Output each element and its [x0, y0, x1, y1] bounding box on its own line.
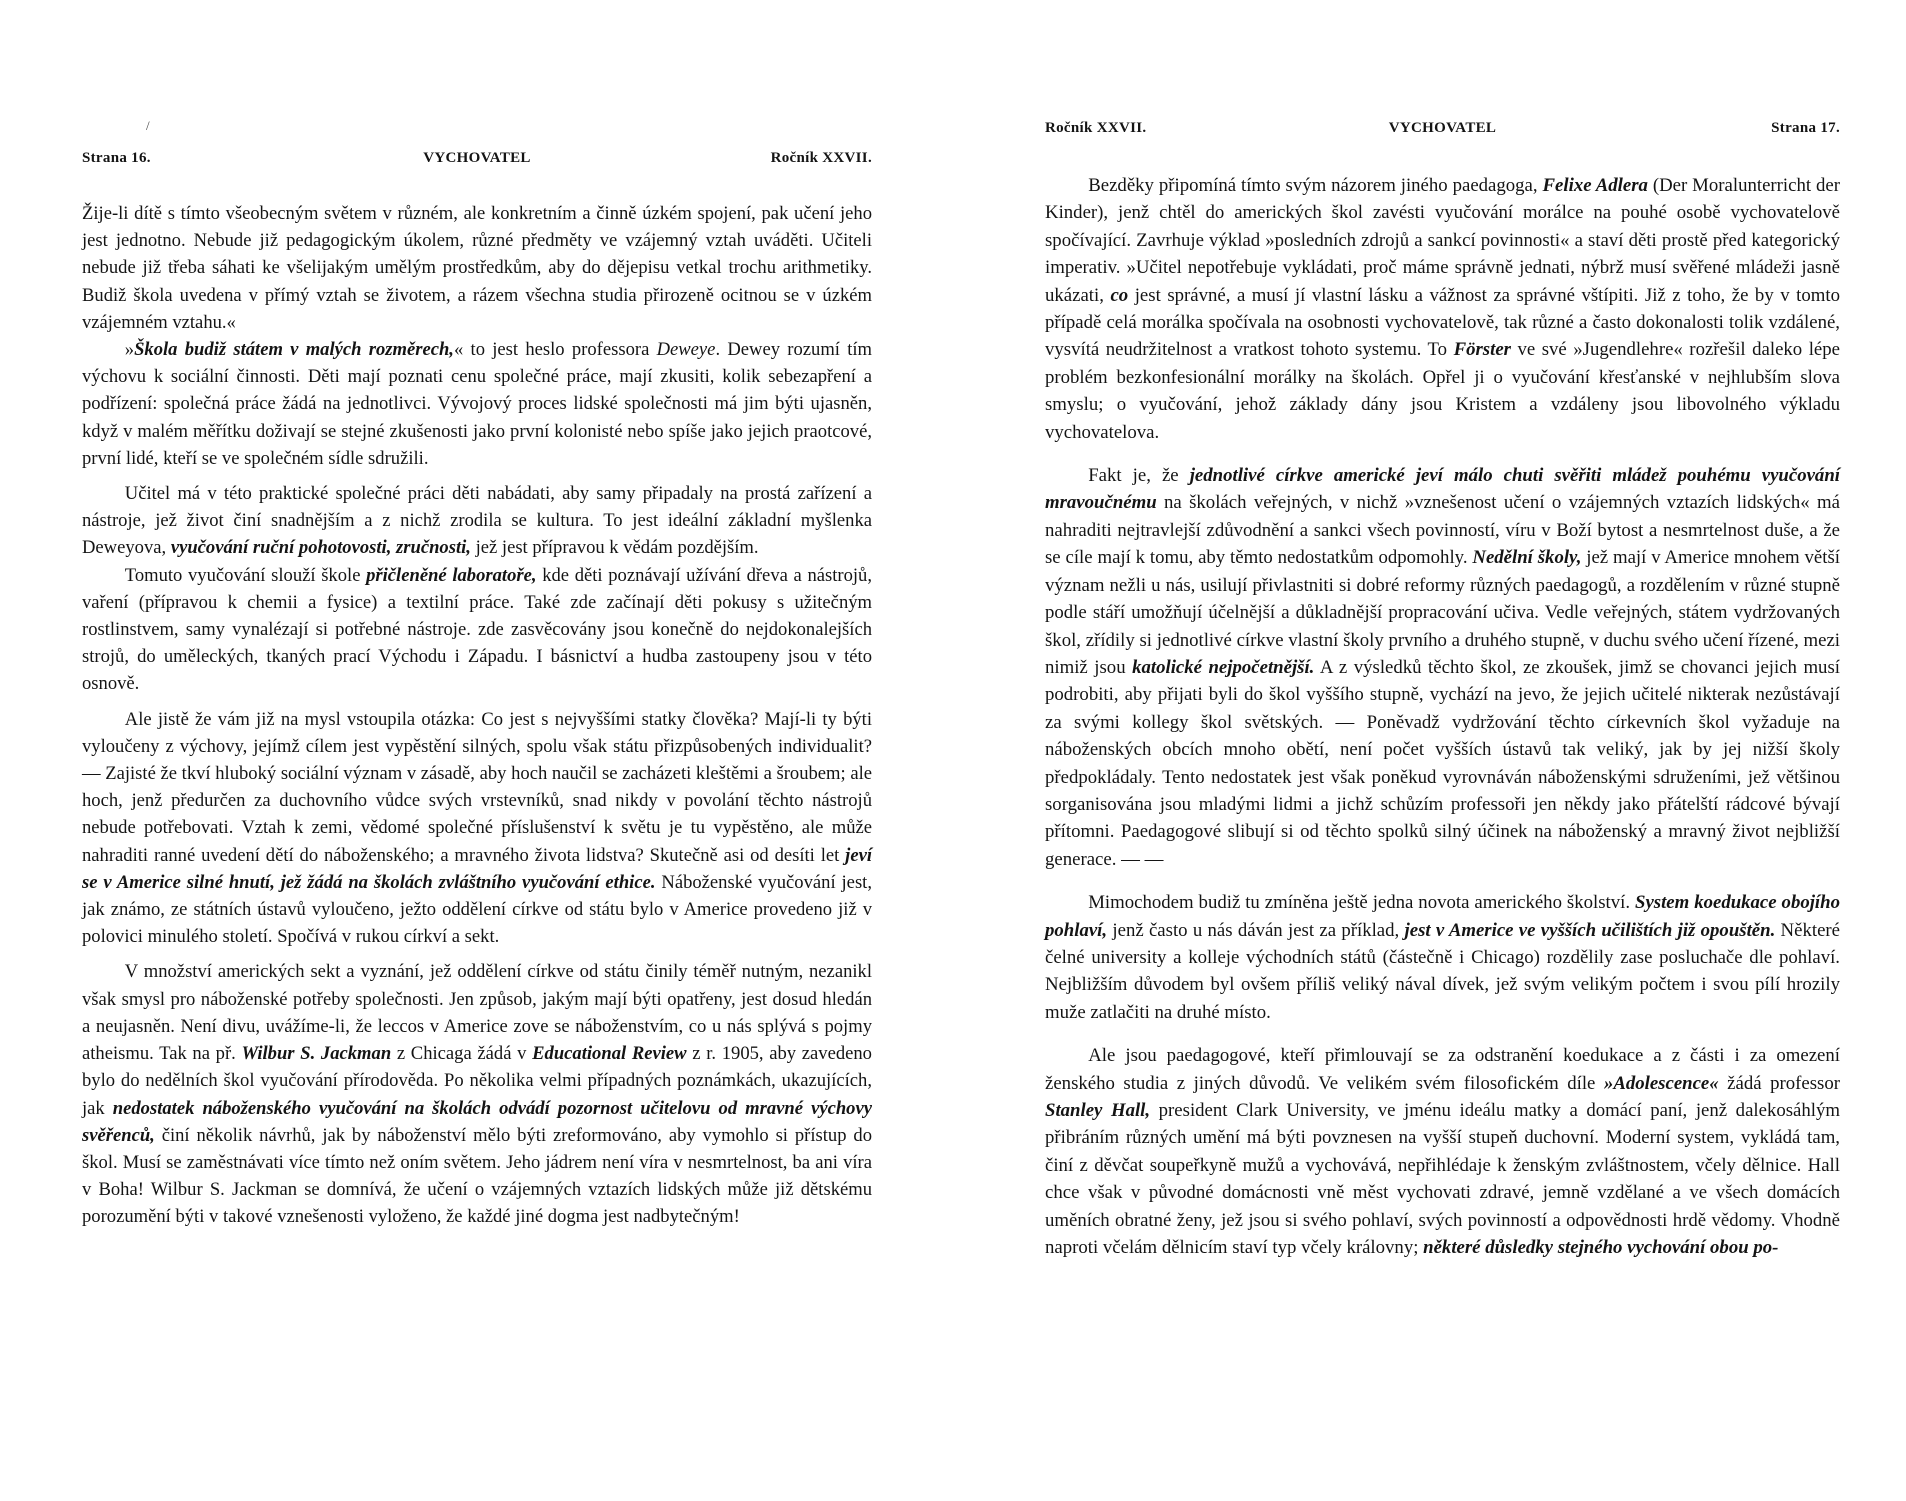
- emphasis: nedostatek náboženského vyučování na školách odvádí pozornost učitelovu od mravné výchovy svěřenců,: [82, 1097, 872, 1146]
- emphasis: Educational Review: [532, 1043, 687, 1065]
- emphasis: Nedělní školy,: [1472, 547, 1582, 569]
- emphasis: co: [1110, 284, 1129, 306]
- emphasis: Wilbur S. Jackman: [241, 1043, 392, 1065]
- paragraph: Bezděky připomíná tímto svým názorem jiného paedagoga, Felixe Adlera (Der Moralunterricht der Kinder), jenž chtěl do amerických škol zavésti vyučování morálce na pouhé osobě vychovatelově spočívající. Zavrhuje výklad »posledních zdrojů a sankcí povinnosti« a staví děti prostě před kategorický imperativ. »Učitel nepotřebuje vykládati, proč máme správně jednati, nýbrž musí svěřené mládeži jasně ukázati, co jest správné, a musí jí vlastní lásku a vážnost za správné vštípiti. Již z toho, že by v tomto případě celá morálka spočívala na osobnosti vychovatelově, tak různé a často dokonalosti tolik vzdálené, vysvítá neudržitelnost a vratkost tohoto systemu. To Förster ve své »Jugendlehre« rozřešil daleko lépe problém bezkonfesionální morálky na školách. Opřel ji o vyučování křesťanské v nejhlubším slova smyslu; o vyučování, jehož základy dány jsou Kristem a vzdáleny jsou libovolného výkladu vychovatelova.: [1045, 175, 1840, 443]
- paragraph: Fakt je, že jednotlivé církve americké jeví málo chuti svěřiti mládež pouhému vyučování mravoučnému na školách veřejných, v nichž »vznešenost učení o vzájemných vztazích lidských« má nahraditi nejtravlejší zdůvodnění a sankci všech povinností, víru v Boží bytost a nesmrtelnost duše, a že se cíle mají k tomu, aby těmto nedostatkům odpomohly. Nedělní školy, jež mají v Americe mnohem větší význam nežli u nás, usilují přivlastniti si dobré reformy různých paedagogů, a rozdělením v různé stupně podle stáří umožňují účelnější a důkladnější propracování učiva. Vedle veřejných, státem vydržovaných škol, zřídily si jednotlivé církve vlastní školy prvního a druhého stupně, v duchu svého učení řízené, mezi nimiž jsou katolické nejpočetnější. A z výsledků těchto škol, ze zkoušek, jimž se chovanci jejich musí podrobiti, aby přijati byli do škol vyššího stupně, vychází na jevo, že jejich učitelé nikterak nezůstávají za svými kollegy škol světských. — Poněvadž vydržování těchto církevních škol vyžaduje na náboženských obcích mnoho obětí, není počet vyšších ústavů tak veliký, jak by jej nižší školy předpokládaly. Tento nedostatek jest však poněkud vyrovnáván náboženskými sdruženími, jež většinou sorganisována jsou mladými lidmi a jichž schůzím professoři jen někdy jako přátelští rádcové bývají přítomni. Paedagogové slibují si od těchto spolků silný účinek na náboženský a mravný život nejbližší generace. — —: [1045, 465, 1840, 870]
- emphasis: vyučování ruční pohotovosti, zručnosti,: [170, 537, 471, 559]
- paragraph: Učitel má v této praktické společné práci děti nabádati, aby samy připadaly na prostá zařízení a nástroje, jež život činí snadnějším a z nichž zrodila se kultura. To jest ideální základní myšlenka Deweyova, vyučování ruční pohotovosti, zručnosti, jež jest přípravou k vědám pozdějším.: [82, 483, 872, 559]
- emphasis: Stanley Hall,: [1045, 1100, 1151, 1121]
- paragraph: Žije-li dítě s tímto všeobecným světem v různém, ale konkretním a činně úzkém spojení, pak učení jeho jest jednotno. Nebude již pedagogickým úkolem, různé předměty ve vzájemný vztah uváděti. Učiteli nebude již třeba sáhati ke všelijakým umělým prostředkům, aby do dějepisu vetkal trochu arithmetiky. Budiž škola uvedena v přímý vztah se životem, a rázem všechna studia přirozeně ocitnou se v úzkém vzájemném vztahu.«: [82, 203, 872, 333]
- left-page: [82, 0, 872, 1501]
- paragraph: Ale jsou paedagogové, kteří přimlouvají se za odstranění koedukace a z části i za omezení ženského studia z jiných důvodů. Ve velikém svém filosofickém díle »Adolescence« žádá professor Stanley Hall, president Clark University, ve jménu ideálu matky a domácí paní, jenž dalekosáhlým přibráním různých umění má býti povznesen na vyšší stupeň duchovní. Moderní system, vykládá tam, činí z děvčat soupeřkyně mužů a vychovává, nepřihlédaje k ženským zvláštnostem, včely dělnice. Hall chce však v původné domácnosti vně měst vychovati zdravé, jemně vzdělané a ve všech domácích uměních obratné ženy, jež jsou si svého pohlaví, svých povinností a odpovědnosti hrdě vědomy. Vhodně naproti včelám dělnicím staví typ včely královny; některé důsledky stejného vychování obou po-: [1045, 1045, 1840, 1259]
- paragraph: Tomuto vyučování slouží škole přičleněné laboratoře, kde děti poznávají užívání dřeva a nástrojů, vaření (přípravou k chemii a fysice) a textilní práce. Také zde začínají děti pokusy s užitečným rostlinstvem, samy vynalézají si potřebné nástroje. zde zasvěcovány jsou konečně do nejdokonalejších strojů, do uměleckých, tkaných prací Východu i Západu. I básnictví a hudba zastoupeny jsou v této osnově.: [82, 564, 872, 695]
- journal-title: VYCHOVATEL: [423, 150, 531, 166]
- paragraph: Mimochodem budiž tu zmíněna ještě jedna novota amerického školství. System koedukace obojího pohlaví, jenž často u nás dáván jest za příklad, jest v Americe ve vyšších učilištích již opouštěn. Některé čelné university a kolleje východních států (částečně i Chicago) rozdělily zase posluchače dle pohlaví. Nejbližším důvodem byl ovšem příliš veliký nával dívek, jež svým velikým počtem i svou pílí hrozily muže zatlačiti na druhé místo.: [1045, 892, 1840, 1023]
- journal-title: VYCHOVATEL: [1388, 120, 1497, 136]
- emphasis: Škola budiž státem v malých rozměrech,: [134, 339, 454, 361]
- page-number: Strana 16.: [82, 150, 151, 166]
- running-head: [82, 150, 872, 178]
- paragraph: V množství amerických sekt a vyznání, jež oddělení církve od státu činily téměř nutným, nezanikl však smysl pro náboženské potřeby společnosti. Jen způsob, jakým mají býti opatřeny, jest dosud hledán a neujasněn. Není divu, uvážíme-li, že leccos v Americe zove se náboženstvím, co u nás splývá s pojmy atheismu. Tak na př. Wilbur S. Jackman z Chicaga žádá v Educational Review z r. 1905, aby zavedeno bylo do nedělních škol vyučování přírodověda. Po několika velmi případných poznámkách, ukazujících, jak nedostatek náboženského vyučování na školách odvádí pozornost učitelovu od mravné výchovy svěřenců, činí několik návrhů, jak by náboženství mělo býti zreformováno, aby vymohlo si přístup do škol. Musí se zaměstnávati více tímto než oním světem. Jeho jádrem není víra v nesmrtelnost, ba ani víra v Boha! Wilbur S. Jackman se domnívá, že učení o vzájemných vztazích lidských může již dětskému porozumění býti v takové vznešenosti vyloženo, že každé jiné dogma jest nadbytečným!: [82, 961, 872, 1228]
- emphasis: Felixe Adlera: [1542, 175, 1648, 196]
- emphasis: System koedukace obojího pohlaví,: [1045, 892, 1840, 941]
- body-text: [82, 200, 872, 1231]
- page-number: Strana 17.: [1771, 120, 1840, 136]
- volume-label: Ročník XXVII.: [1045, 120, 1147, 136]
- paragraph: Ale jistě že vám již na mysl vstoupila otázka: Co jest s nejvyššími statky člověka? Mají-li ty býti vyloučeny z výchovy, jejímž cílem jest vypěstění silných, spolu však státu přizpůsobených individualit? — Zajisté že tkví hluboký sociální význam v zásadě, aby hoch naučil se zacházeti kleštěmi a šroubem; ale hoch, jenž předurčen za duchovního vůdce svých vrstevníků, snad nikdy v povolání těchto nástrojů nebude potřebovati. Vztah k zemi, vědomé společné příslušenství k světu je tu vypěstěno, ale může nahraditi ranné uvedení dětí do náboženského; a mravného života lidstva? Skutečně asi od desíti let jeví se v Americe silné hnutí, jež žádá na školách zvláštního vyučování ethice. Náboženské vyučování jest, jak známo, ze státních ústavů vyloučeno, ježto oddělení církve od státu bylo v Americe provedeno již v polovici minulého století. Spočívá v rukou církví a sekt.: [82, 708, 872, 948]
- running-head: [1045, 120, 1840, 148]
- emphasis: jeví se v Americe silné hnutí, jež žádá na školách zvláštního vyučování ethice.: [82, 844, 872, 893]
- emphasis: přičleněné laboratoře,: [366, 564, 537, 586]
- stray-mark: /: [146, 118, 150, 133]
- emphasis: Förster: [1453, 339, 1511, 361]
- emphasis: některé důsledky stejného vychování obou po-: [1423, 1237, 1779, 1259]
- emphasis: »Adolescence«: [1603, 1072, 1719, 1094]
- volume-label: Ročník XXVII.: [770, 150, 872, 166]
- body-text: [1045, 172, 1840, 1261]
- emphasis: jednotlivé církve americké jeví málo chuti svěřiti mládež pouhému vyučování mravoučnému: [1045, 465, 1840, 514]
- right-page: [1045, 0, 1840, 1501]
- paragraph: »Škola budiž státem v malých rozměrech,« to jest heslo professora Deweye. Dewey rozumí tím výchovu k sociální činnosti. Děti mají poznati cenu společné práce, mají zkusiti, kolik sebezapření a podřízení: společná práce žádá na jednotlivci. Vývojový proces lidské společnosti má jim býti ujasněn, když v malém měřítku doživají se stejné zkušenosti jako první kolonisté nebo spíše jako jejich praotcové, první lidé, kteří se ve společném sídle sdružili.: [82, 339, 873, 469]
- emphasis: jest v Americe ve vyšších učilištích již opouštěn.: [1404, 919, 1776, 941]
- emphasis: katolické nejpočetnější.: [1132, 656, 1315, 678]
- emphasis: Deweye: [656, 339, 716, 361]
